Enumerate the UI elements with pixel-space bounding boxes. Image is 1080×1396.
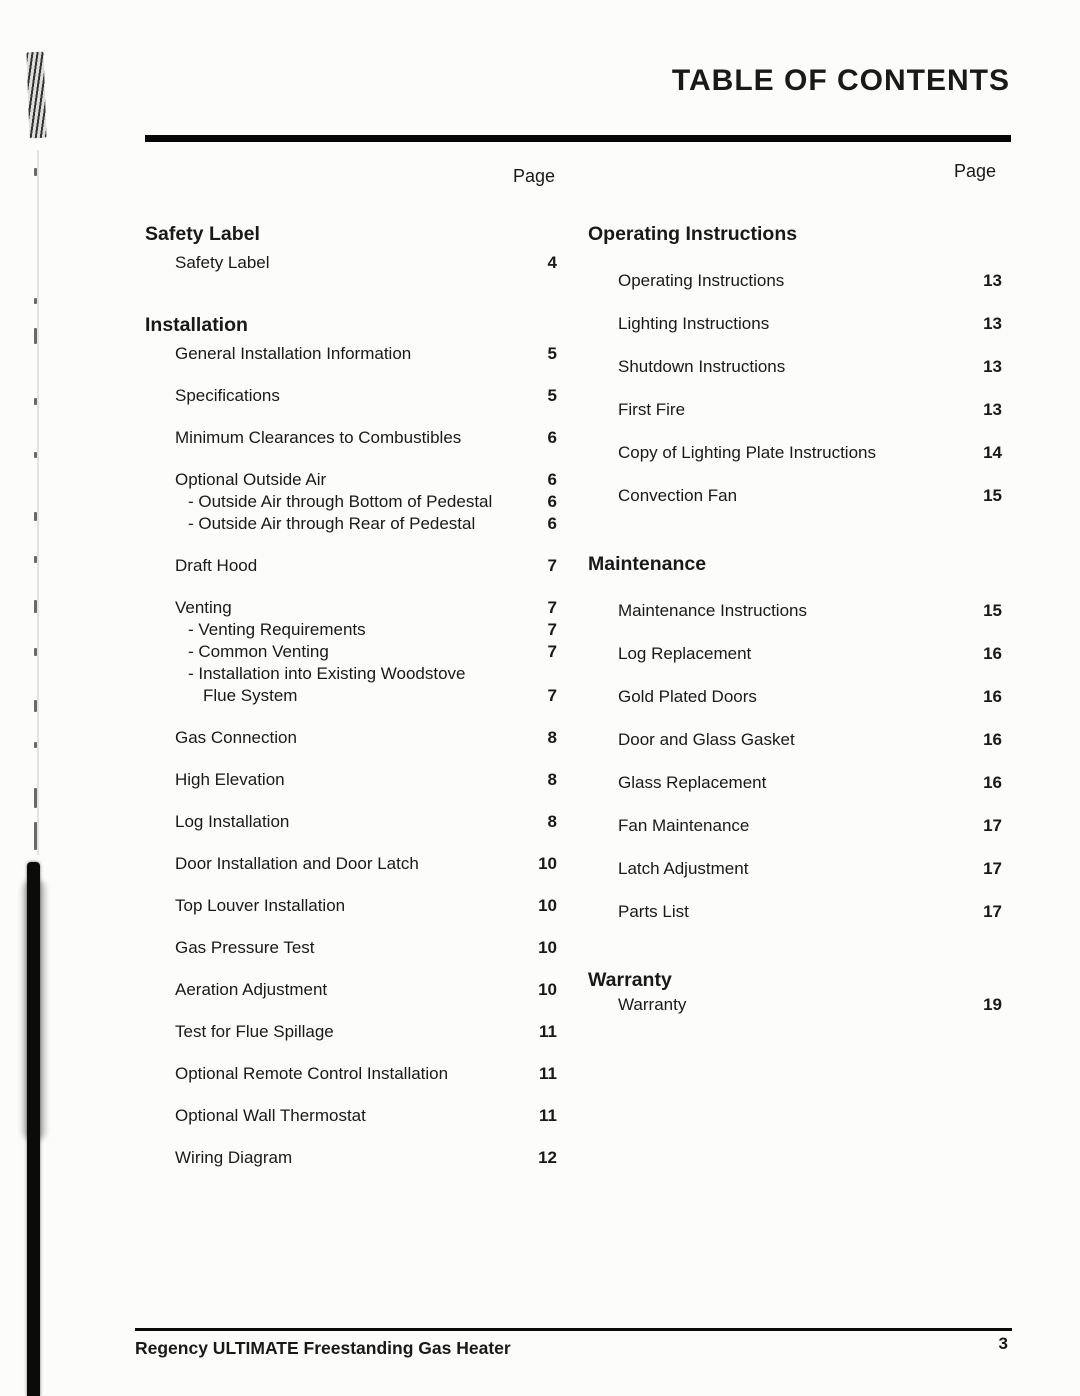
toc-entry [588,270,1002,291]
toc-entry-label: - Venting Requirements [188,620,366,639]
scan-artifact-tick [34,328,37,344]
toc-entry-page-number: 6 [547,470,557,489]
toc-entry [588,356,1002,377]
scan-artifact-tick [34,742,37,748]
toc-entry [145,597,557,618]
scan-artifact-tick [34,556,37,563]
toc-entry [145,685,557,706]
toc-section [145,222,557,273]
toc-entry-page-number: 11 [539,1064,557,1083]
toc-entry-label: Optional Outside Air [175,470,327,489]
toc-entry [588,399,1002,420]
page-title: TABLE OF CONTENTS [671,64,1010,97]
toc-entry [145,727,557,748]
toc-entry [145,469,557,490]
toc-entry [588,815,1002,836]
toc-entry-label: Minimum Clearances to Combustibles [175,428,462,447]
toc-entry [145,385,557,406]
scan-artifact-tick [34,600,37,613]
toc-entry [145,769,557,790]
toc-entry-page-number: 7 [547,556,557,575]
toc-entry-label: Optional Wall Thermostat [175,1106,366,1125]
toc-entry-page-number: 16 [983,644,1002,663]
toc-entry-label: - Outside Air through Rear of Pedestal [188,514,476,533]
toc-section [588,552,1002,922]
toc-section-heading: Safety Label [145,223,260,245]
toc-entry-label: Lighting Instructions [618,314,770,333]
scan-artifact-smudge [23,880,45,1140]
toc-entry-page-number: 10 [538,980,557,999]
page-column-header-left: Page [512,166,555,186]
toc-entry-label: - Common Venting [188,642,329,661]
toc-section-heading: Warranty [588,969,672,991]
toc-entry-page-number: 15 [983,486,1002,505]
toc-entry [145,641,557,662]
toc-entry [145,663,557,684]
toc-entry [145,1105,557,1126]
toc-entry-page-number: 13 [983,271,1002,290]
toc-entry-label: Door and Glass Gasket [618,730,795,749]
toc-entry-page-number: 6 [547,492,557,511]
toc-entry [588,600,1002,621]
page-column-header-right: Page [953,161,996,181]
toc-entry-label: Aeration Adjustment [175,980,328,999]
toc-entry [145,252,557,273]
toc-entry-page-number: 5 [547,386,557,405]
toc-entry-page-number: 8 [547,770,557,789]
toc-entry [588,643,1002,664]
toc-entry [145,1147,557,1168]
toc-entry-page-number: 12 [538,1148,557,1167]
toc-entry [145,1021,557,1042]
toc-entry-label: Wiring Diagram [175,1148,293,1167]
toc-entry [145,343,557,364]
toc-entry-page-number: 19 [983,995,1002,1014]
toc-entry-page-number: 10 [538,854,557,873]
toc-entry-label: Operating Instructions [618,271,785,290]
toc-section [145,313,557,1168]
toc-entry-page-number: 13 [983,314,1002,333]
toc-entry-label: High Elevation [175,770,285,789]
toc-entry-page-number: 15 [983,601,1002,620]
footer-page-number: 3 [998,1334,1008,1353]
toc-entry-page-number: 10 [538,938,557,957]
scan-artifact-tick [34,648,37,656]
toc-entry-page-number: 7 [547,598,557,617]
toc-entry [145,619,557,640]
toc-entry-page-number: 14 [983,443,1002,462]
toc-entry-page-number: 17 [983,902,1002,921]
toc-entry [588,686,1002,707]
scan-artifact-binding-bar [27,862,40,1396]
toc-entry-label: Specifications [175,386,280,405]
toc-entry [145,853,557,874]
toc-entry-page-number: 5 [547,344,557,363]
toc-column-left [145,165,557,1168]
toc-entry-label: Convection Fan [618,486,738,505]
toc-entry-label: Venting [175,598,232,617]
scan-artifact-tick [34,168,37,176]
toc-entry-label: Gold Plated Doors [618,687,757,706]
toc-entry-label: Fan Maintenance [618,816,750,835]
toc-section [588,222,1002,506]
toc-entry-label: Door Installation and Door Latch [175,854,419,873]
toc-entry [588,442,1002,463]
toc-entry [588,313,1002,334]
toc-entry-page-number: 17 [983,859,1002,878]
toc-entry [588,485,1002,506]
toc-entry-label: Safety Label [175,253,270,272]
title-divider-rule [145,135,1011,142]
scan-artifact-scribble [27,52,47,139]
toc-entry-page-number: 7 [547,620,557,639]
toc-entry-page-number: 8 [547,812,557,831]
toc-entry-page-number: 16 [983,773,1002,792]
toc-entry-label: Latch Adjustment [618,859,749,878]
toc-entry-label: - Installation into Existing Woodstove [188,664,466,683]
toc-entry [145,1063,557,1084]
scan-artifact-tick [34,298,37,304]
toc-entry-label: Log Installation [175,812,290,831]
toc-entry [145,513,557,534]
toc-entry-label: Log Replacement [618,644,752,663]
scan-artifact-tick [34,512,37,521]
toc-entry-label: Draft Hood [175,556,258,575]
toc-entry [588,729,1002,750]
scan-artifact-margin-line [37,150,39,855]
page-footer [135,1328,1012,1359]
toc-entry [588,772,1002,793]
toc-entry [588,901,1002,922]
toc-entry-label: Gas Pressure Test [175,938,315,957]
toc-entry-label: General Installation Information [175,344,412,363]
toc-entry-label: Glass Replacement [618,773,767,792]
toc-entry-page-number: 6 [547,428,557,447]
toc-entry-label: Top Louver Installation [175,896,346,915]
toc-sections-right [588,222,1002,1015]
toc-entry-label: Test for Flue Spillage [175,1022,334,1041]
toc-entry [588,994,1002,1015]
toc-entry [145,937,557,958]
toc-entry-label: Shutdown Instructions [618,357,786,376]
toc-entry [145,811,557,832]
toc-entry-page-number: 10 [538,896,557,915]
toc-entry-page-number: 11 [539,1106,557,1125]
toc-entry [145,427,557,448]
scan-artifact-tick [34,452,37,458]
toc-entry-page-number: 6 [547,514,557,533]
toc-entry-label: - Outside Air through Bottom of Pedestal [188,492,493,511]
toc-sections-left [145,222,557,1168]
toc-entry [145,555,557,576]
toc-entry-page-number: 17 [983,816,1002,835]
toc-entry-page-number: 7 [547,642,557,661]
scan-artifact-tick [34,788,37,808]
toc-entry-page-number: 16 [983,730,1002,749]
footer-document-title: Regency ULTIMATE Freestanding Gas Heater [135,1338,511,1358]
toc-section-heading: Installation [145,314,248,336]
toc-entry-label: Copy of Lighting Plate Instructions [618,443,876,462]
toc-entry-page-number: 11 [539,1022,557,1041]
toc-entry [145,895,557,916]
toc-entry-label: Parts List [618,902,689,921]
toc-entry-page-number: 8 [547,728,557,747]
toc-section-heading: Maintenance [588,553,707,575]
toc-column-right [588,160,1002,1015]
toc-entry-label: Warranty [618,995,687,1014]
toc-entry-label: Gas Connection [175,728,297,747]
toc-entry [588,858,1002,879]
toc-section [588,968,1002,1015]
toc-entry-label: Flue System [203,686,298,705]
scan-artifact-tick [34,700,37,712]
scan-artifact-tick [34,398,37,405]
scan-artifact-tick [34,822,37,850]
toc-entry-page-number: 13 [983,357,1002,376]
toc-entry-label: Maintenance Instructions [618,601,807,620]
toc-entry-label: Optional Remote Control Installation [175,1064,449,1083]
toc-entry [145,491,557,512]
toc-entry [145,979,557,1000]
toc-entry-page-number: 7 [547,686,557,705]
toc-entry-page-number: 4 [547,253,557,272]
toc-entry-page-number: 16 [983,687,1002,706]
toc-entry-page-number: 13 [983,400,1002,419]
toc-section-heading: Operating Instructions [588,223,798,245]
toc-entry-label: First Fire [618,400,686,419]
